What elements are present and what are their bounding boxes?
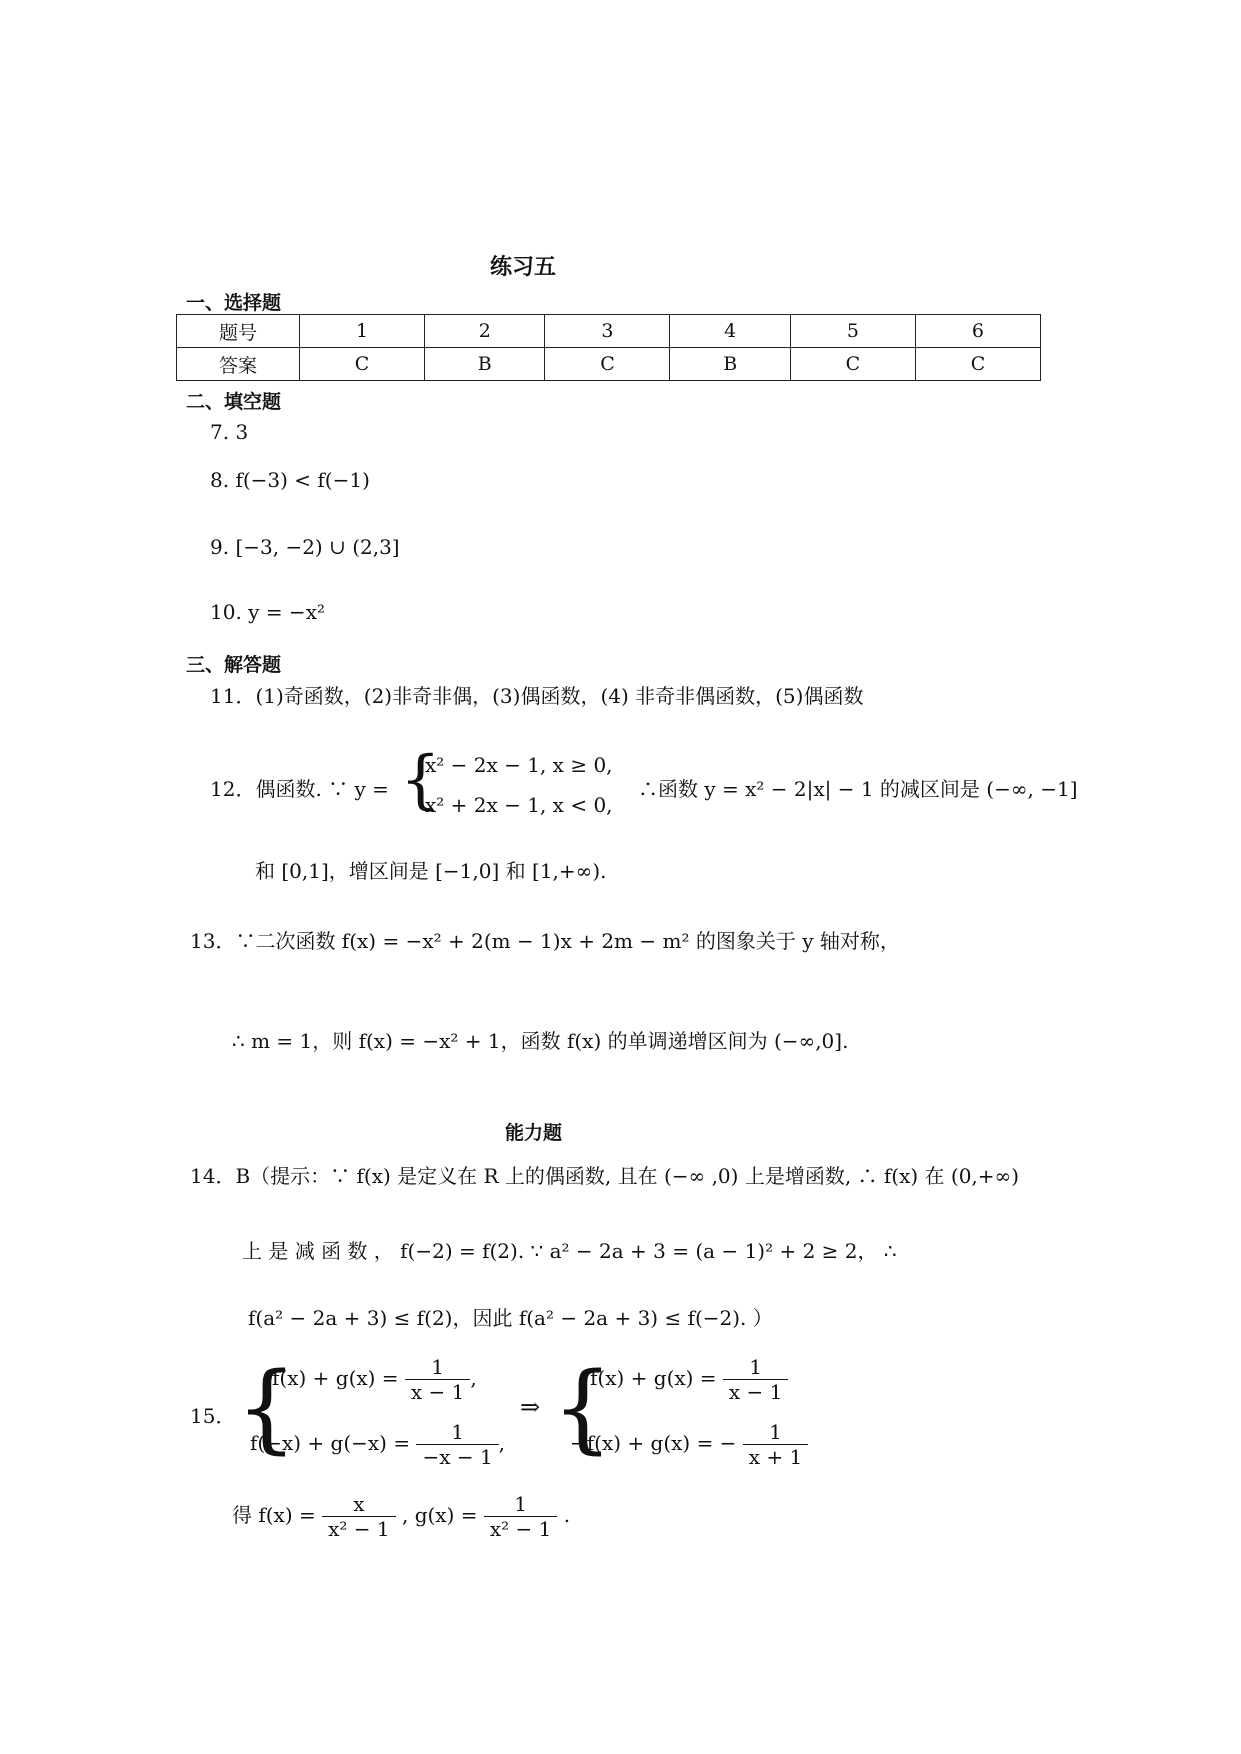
equation-text: f(x) + g(x) = <box>272 1366 399 1390</box>
table-cell: C <box>300 348 425 381</box>
q15-system2-eq2 <box>570 1420 808 1469</box>
fraction-numerator: 1 <box>484 1492 558 1517</box>
table-row <box>177 315 1041 348</box>
table-header-cell: 答案 <box>177 348 300 381</box>
page-title: 练习五 <box>490 255 557 280</box>
section-heading-choice: 一、选择题 <box>186 292 282 314</box>
answer-q12-prefix: 12．偶函数. ∵ y = <box>210 777 389 801</box>
equation-text: f(x) + g(x) = <box>590 1366 717 1390</box>
answer-q14-line3: f(a² − 2a + 3) ≤ f(2)，因此 f(a² − 2a + 3) ≤ f(−2). ） <box>248 1306 773 1330</box>
equation-text: 得 f(x) = <box>232 1503 316 1527</box>
answer-q15-label: 15． <box>190 1404 236 1428</box>
fraction <box>723 1355 788 1404</box>
fraction-numerator: 1 <box>723 1355 788 1380</box>
answer-q11: 11．(1)奇函数，(2)非奇非偶，(3)偶函数，(4) 非奇非偶函数，(5)偶函数 <box>210 684 864 708</box>
table-cell: B <box>670 348 790 381</box>
fraction-numerator: 1 <box>743 1420 808 1445</box>
left-brace: { <box>400 743 441 817</box>
answer-table <box>176 314 1041 381</box>
fraction-denominator: −x − 1 <box>422 1445 493 1469</box>
section-heading-fill: 二、填空题 <box>186 391 282 413</box>
answer-q7: 7. 3 <box>210 420 249 444</box>
q15-system1-eq1: f(x) + g(x) = $\frac{1}{x - 1}$ , <box>272 1355 477 1404</box>
q15-result <box>232 1492 570 1541</box>
q15-system2-eq1 <box>590 1355 788 1404</box>
answer-q12-suffix: ∴函数 y = x² − 2|x| − 1 的减区间是 (−∞, −1] <box>638 777 1078 801</box>
section-heading-ability: 能力题 <box>505 1122 563 1144</box>
answer-q13-line2: ∴ m = 1，则 f(x) = −x² + 1，函数 f(x) 的单调递增区间为 (−∞,0]. <box>232 1029 849 1053</box>
fraction-denominator: x² − 1 <box>489 1517 552 1541</box>
table-cell: 5 <box>790 315 915 348</box>
fraction <box>416 1420 498 1469</box>
answer-q13-line1: 13．∵二次函数 f(x) = −x² + 2(m − 1)x + 2m − m² 的图象关于 y 轴对称， <box>190 929 900 953</box>
table-cell: 3 <box>545 315 670 348</box>
equation-text: f(−x) + g(−x) = <box>250 1431 411 1455</box>
fraction-numerator: 1 <box>416 1420 498 1445</box>
answer-q14-line1: 14．B（提示：∵ f(x) 是定义在 R 上的偶函数, 且在 (−∞ ,0) 上是增函数, ∴ f(x) 在 (0,+∞) <box>190 1164 1019 1188</box>
answer-q10: 10. y = −x² <box>210 600 325 624</box>
answer-q9: 9. [−3, −2) ∪ (2,3] <box>210 535 400 559</box>
fraction-denominator: x − 1 <box>728 1380 783 1404</box>
fraction <box>405 1355 470 1404</box>
table-cell: 6 <box>915 315 1040 348</box>
fraction <box>743 1420 808 1469</box>
table-cell: C <box>915 348 1040 381</box>
table-cell: 1 <box>300 315 425 348</box>
fraction-denominator: x² − 1 <box>328 1517 390 1541</box>
answer-q8: 8. f(−3) < f(−1) <box>210 468 370 492</box>
fraction-denominator: x + 1 <box>748 1445 803 1469</box>
fraction <box>322 1492 396 1541</box>
table-cell: 2 <box>425 315 545 348</box>
table-header-cell: 题号 <box>177 315 300 348</box>
answer-q12-case1: x² − 2x − 1, x ≥ 0, <box>425 753 613 777</box>
equation-text: −f(x) + g(x) = − <box>570 1431 737 1455</box>
q15-system1-eq2: f(−x) + g(−x) = $\frac{1}{-x - 1}$ , <box>250 1420 506 1469</box>
left-brace: { <box>236 1352 298 1464</box>
fraction <box>484 1492 558 1541</box>
fraction-numerator: x <box>322 1492 396 1517</box>
fraction-denominator: x − 1 <box>410 1380 465 1404</box>
equation-text: , g(x) = <box>401 1503 478 1527</box>
left-brace: { <box>552 1352 614 1464</box>
equation-text: . <box>563 1503 571 1527</box>
table-row <box>177 348 1041 381</box>
section-heading-solutions: 三、解答题 <box>186 654 282 676</box>
implies-arrow: ⇒ <box>520 1393 541 1421</box>
table-cell: B <box>425 348 545 381</box>
table-cell: C <box>545 348 670 381</box>
answer-q12-case2: x² + 2x − 1, x < 0, <box>425 793 613 817</box>
table-cell: 4 <box>670 315 790 348</box>
fraction-numerator: 1 <box>405 1355 470 1380</box>
answer-q12-line2: 和 [0,1]，增区间是 [−1,0] 和 [1,+∞). <box>255 859 607 883</box>
table-cell: C <box>790 348 915 381</box>
answer-q14-line2: 上 是 减 函 数 ， f(−2) = f(2). ∵ a² − 2a + 3 = (a − 1)² + 2 ≥ 2， ∴ <box>242 1239 897 1263</box>
